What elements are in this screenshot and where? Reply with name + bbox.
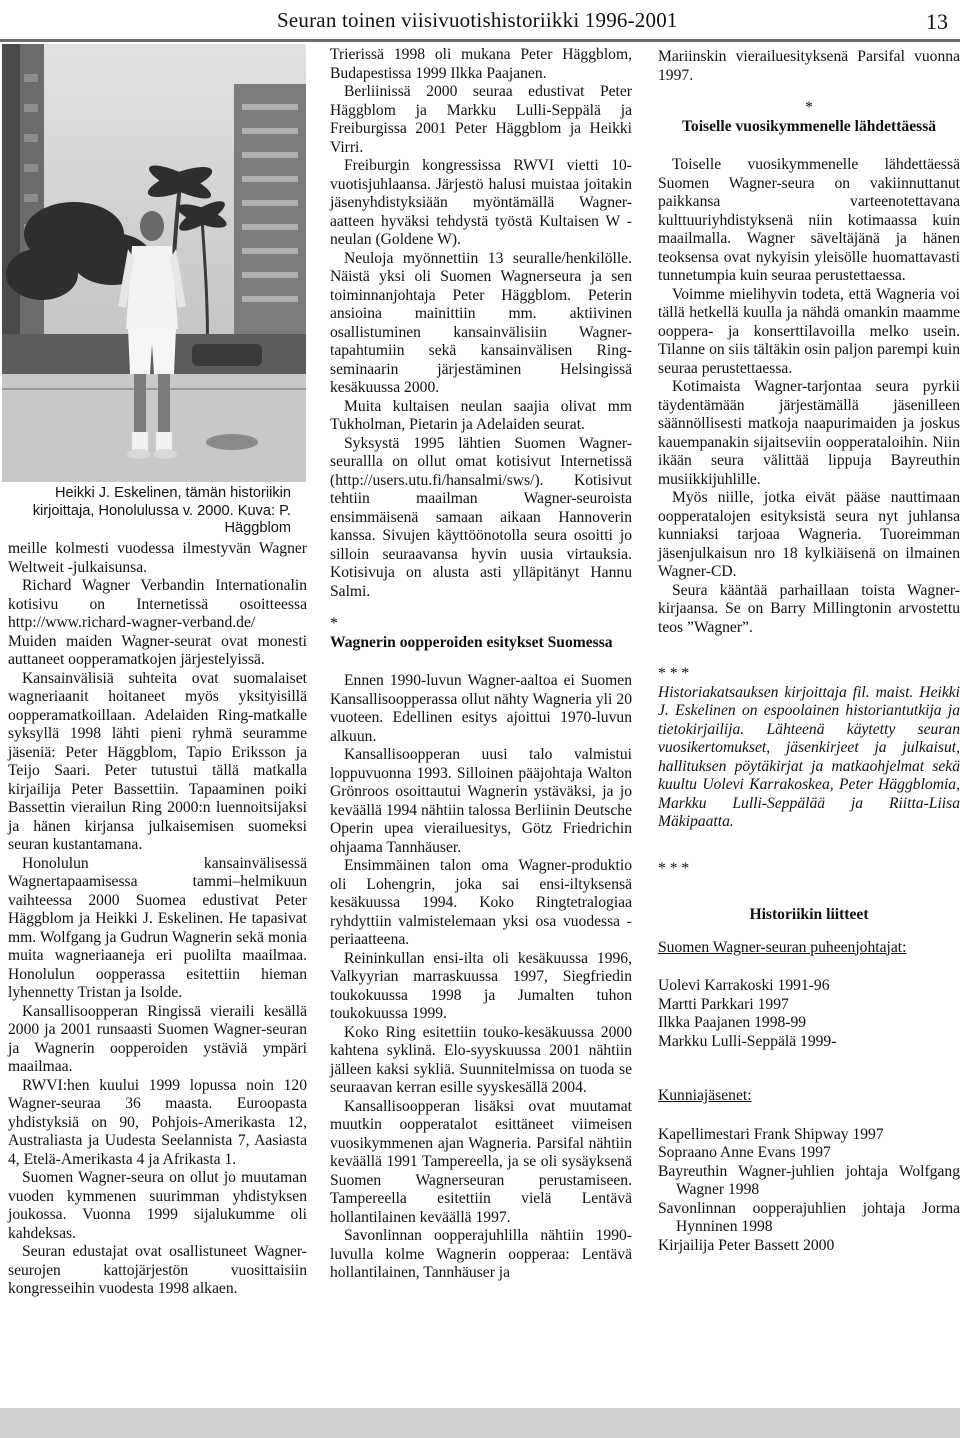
section-heading: Wagnerin oopperoiden esitykset Suomessa — [330, 633, 613, 651]
list-item: Bayreuthin Wagner-juhlien johtaja Wolfgang Wagner 1998 — [658, 1162, 960, 1198]
paragraph: RWVI:hen kuului 1999 lopussa noin 120 Wagner-seuraa 36 maasta. Euroopasta yhdistyksiä on 90, Pohjois-Amerikasta 12, Australiasta ja Uudesta Seelannista 7, Aasiasta 4, Etelä-Amerikasta 4 ja Afrikasta 1. — [8, 1076, 307, 1168]
column-2 — [330, 46, 632, 1283]
list-item: Uolevi Karrakoski 1991-96 — [658, 977, 830, 994]
list-item: Ilkka Paajanen 1998-99 — [658, 1014, 807, 1031]
author-note — [658, 684, 960, 832]
list-item: Kirjailija Peter Bassett 2000 — [658, 1236, 835, 1254]
paragraph: Mariinskin vierailuesityksenä Parsifal vuonna 1997. — [658, 48, 960, 84]
page-number: 13 — [926, 9, 948, 34]
list-item: Martti Parkkari 1997 — [658, 995, 789, 1013]
paragraph: Reininkullan ensi-ilta oli kesäkuussa 1996, Valkyyrian marraskuussa 1997, Siegfriedin toukokuussa 1998 ja Jumalten tuhon toukokuussa 1999. — [330, 949, 632, 1022]
paragraph: Kansallisoopperan Ringissä vieraili kesällä 2000 ja 2001 runsaasti Suomen Wagner-seuran ja Wagnerin oopperoiden ystäviä ympäri maailmaa. — [8, 1002, 307, 1075]
paragraph: Seura kääntää parhaillaan toista Wagner-kirjaansa. Se on Barry Millingtonin arvostettu teos ”Wagner”. — [658, 581, 960, 636]
paragraph: Berliinissä 2000 seuraa edustivat Peter Häggblom ja Markku Lulli-Seppälä ja Freiburgissa 2001 Peter Häggblom ja Heikki Virri. — [330, 83, 632, 156]
paragraph: Ennen 1990-luvun Wagner-aaltoa ei Suomen Kansallisoopperassa ollut nähty Wagneria yli 20 vuoteen. Edellinen esitys ajoittui 1970-luvun alkuun. — [330, 672, 632, 745]
paragraph: Koko Ring esitettiin touko-kesäkuussa 2000 kahtena syklinä. Elo-syyskuussa 2001 nähtiin jälleen kaksi sykliä. Suunnitelmissa on tuoda se seuraavan kerran esille syyskesällä 2004. — [330, 1023, 632, 1096]
author-photo — [2, 44, 306, 482]
footer-bar — [0, 1408, 960, 1438]
list-item: Markku Lulli-Seppälä 1999- — [658, 1032, 837, 1050]
section-separator: * * * — [658, 665, 690, 682]
paragraph: Honolulun kansainvälisessä Wagnertapaamisessa tammi–helmikuun vaihteessa 2000 Suomea edustivat Peter Häggblom ja Heikki J. Eskelinen. He tapasivat mm. Wolfgang ja Gudrun Wagnerin sekä monia muita wagneriaaneja eri puolilta maailmaa. Honolulun oopperassa esitettiin hieman lyhennetty Tristan ja Isolde. — [8, 854, 307, 1001]
honorary-list — [658, 1126, 960, 1256]
paragraph: Savonlinnan oopperajuhlilla nähtiin 1990-luvulla kolme Wagnerin oopperaa: Lentävä hollantilainen, Tannhäuser ja — [330, 1227, 632, 1281]
paragraph: Kansallisoopperan uusi talo valmistui loppuvuonna 1993. Silloinen pääjohtaja Walton Grönroos osoittautui Wagnerin ystäväksi, ja jo keväällä 1994 nähtiin talossa Berliinin Deutsche Operin upea vierailuesitys, Götz Friedrichin ohjaama Tannhäuser. — [330, 746, 632, 856]
author-note-text: Historiakatsauksen kirjoittaja fil. maist. Heikki J. Eskelinen on espoolainen historiantutkija ja tietokirjailija. Lähteenä käytetty seuran vuosikertomukset, jäsenkirjeet ja julkaisut, hallituksen pöytäkirjat ja matkaohjelmat sekä kuultu Uolevi Karrakoskea, Peter Häggblomia, Markku Lulli-Seppälää ja Riitta-Liisa Mäkipaatta. — [658, 683, 960, 830]
list-item: Savonlinnan oopperajuhlien johtaja Jorma Hynninen 1998 — [658, 1199, 960, 1235]
section-separator: * * * — [658, 859, 690, 877]
paragraph: Ensimmäinen talon oma Wagner-produktio oli Lohengrin, joka sai ensi-iltyksensä kesäkuussa 1994. Koko Ringtetralogiaa ryhdyttiin valmistelemaan yksi osa vuodessa -periaatteena. — [330, 857, 632, 948]
paragraph: Freiburgin kongressissa RWVI vietti 10-vuotisjuhlaansa. Järjestö halusi muistaa joitakin jäsenyhdistyksiään myöntämällä Wagner-aatteen hyväksi tehdystä työstä Kultaisen W -neulan (Goldene W). — [330, 157, 632, 248]
paragraph: Neuloja myönnettiin 13 seuralle/henkilölle. Näistä yksi oli Suomen Wagnerseura ja sen toiminnanjohtaja Peter Häggblom. Peterin ansioina mainittiin mm. aktiivinen osallistuminen kansainvälisiin Wagner-tapahtumiin sekä kansainvälisen Ring-seminaarin järjestäminen Helsingissä kesäkuussa 2000. — [330, 249, 632, 396]
chairs-heading: Suomen Wagner-seuran puheenjohtajat: — [658, 938, 907, 956]
paragraph: Myös niille, jotka eivät pääse nauttimaan oopperatalojen esityksistä seura nyt juhlansa kunniaksi tarjoaa Wagneria. Tuoreimman jäsenjulkaisun nro 18 kylkiäisenä on ilmainen Wagner-CD. — [658, 489, 960, 580]
paragraph: Voimme mielihyvin todeta, että Wagneria voi tällä hetkellä kuulla ja nähdä omankin maamme ooppera- ja konserttilavoilla melko usein. Tilanne on siis tältäkin osin paljon parempi kuin seuraa perustettaessa. — [658, 285, 960, 377]
section-separator: * — [330, 615, 338, 632]
honorary-heading: Kunniajäsenet: — [658, 1087, 752, 1104]
page-header — [0, 0, 960, 42]
section-separator: * — [805, 99, 813, 116]
column-3 — [658, 48, 960, 1255]
column-1 — [8, 540, 307, 1299]
list-item: Kapellimestari Frank Shipway 1997 — [658, 1125, 884, 1143]
paragraph: Seuran edustajat ovat osallistuneet Wagner-seurojen kattojärjestön vuosittaisiin kongresseihin vuodesta 1998 alkaen. — [8, 1243, 307, 1297]
list-item: Sopraano Anne Evans 1997 — [658, 1144, 831, 1161]
photo-caption: Heikki J. Eskelinen, tämän historiikin kirjoittaja, Honolulussa v. 2000. Kuva: P. Häggblom — [32, 485, 291, 536]
header-rule — [0, 39, 960, 42]
paragraph: Kansallisoopperan lisäksi ovat muutamat muutkin oopperatalot esittäneet viimeisen vuosikymmenen ajan Wagneria. Parsifal nähtiin keväällä 1991 Tampereella, ja se oli sysäyksenä Suomen Wagnerseuran perustamiseen. Tampereella esitettiin vielä Lentävä hollantilainen keväällä 1997. — [330, 1097, 632, 1226]
chairs-list — [658, 977, 960, 1051]
paragraph: Kotimaista Wagner-tarjontaa seura pyrkii täydentämään järjestämällä jäsenilleen säännöllisesti matkoja naapurimaiden ja joskus kauempanakin sijaitseviin oopperataloihin. Niin ikään seura välittää lippuja Bayreuthin musiikkijuhlille. — [658, 378, 960, 488]
appendix-heading: Historiikin liitteet — [749, 906, 869, 923]
paragraph: Suomen Wagner-seura on ollut jo muutaman vuoden kymmenen suurimman yhdistyksen joukossa. Vuonna 1999 sijalukumme oli kahdeksas. — [8, 1169, 307, 1242]
paragraph: Syksystä 1995 lähtien Suomen Wagner-seurallla on ollut omat kotisivut Internetissä (http://users.utu.fi/hansalmi/sws/). Kotisivut tehtiin maailman Wagner-seuroista ensimmäisenä samaan aikaan Hannoverin kanssa. Sivujen käyttöönotolla seura osoitti jo silloin seuraavansa hyvin uusia virtauksia. Kotisivuja on alusta asti ylläpitänyt Hannu Salmi. — [330, 434, 632, 600]
paragraph: Trierissä 1998 oli mukana Peter Häggblom, Budapestissa 1999 Ilkka Paajanen. — [330, 46, 632, 82]
paragraph: Muita kultaisen neulan saajia olivat mm Tukholman, Pietarin ja Adelaiden seurat. — [330, 397, 632, 433]
author-photo-image — [2, 44, 306, 482]
paragraph: meille kolmesti vuodessa ilmestyvän Wagner Weltweit -julkaisunsa. — [8, 540, 307, 576]
paragraph: Kansainvälisiä suhteita ovat suomalaiset wagneriaanit hoitaneet myös yksityisillä oopperamatkoillaan. Adelaiden Ring-matkalle syksyllä 1998 lähti pieni ryhmä seuramme jäseniä: Peter Häggblom, Tapio Eriksson ja Teijo Saari. Peter tutustui tällä matkalla kirjailija Peter Bassettiin. Tapaaminen poiki Bassettin vierailun Ring 2000:n luennoitsijaksi ja hänen kirjansa julkaisemisen suomeksi seuran kustantamana. — [8, 669, 307, 853]
section-heading: Toiselle vuosikymmenelle lähdettäessä — [681, 117, 937, 135]
paragraph: Toiselle vuosikymmenelle lähdettäessä Suomen Wagner-seura on vakiinnuttanut paikkansa varteenotettavana kulttuuriyhdistyksenä niin kotimaassa kuin maailmalla. Wagner säveltäjänä ja hänen teoksensa ovat nykyisin yleisölle huomattavasti tunnetumpia kuin seuraa perustettaessa. — [658, 156, 960, 284]
running-title: Seuran toinen viisivuotishistoriikki 1996-2001 — [277, 8, 678, 32]
paragraph: Richard Wagner Verbandin Internationalin kotisivu on Internetissä osoitteessa http://www.richard-wagner-verband.de/ Muiden maiden Wagner-seurat ovat monesti auttaneet oopperamatkojen järjestelyissä. — [8, 577, 307, 668]
